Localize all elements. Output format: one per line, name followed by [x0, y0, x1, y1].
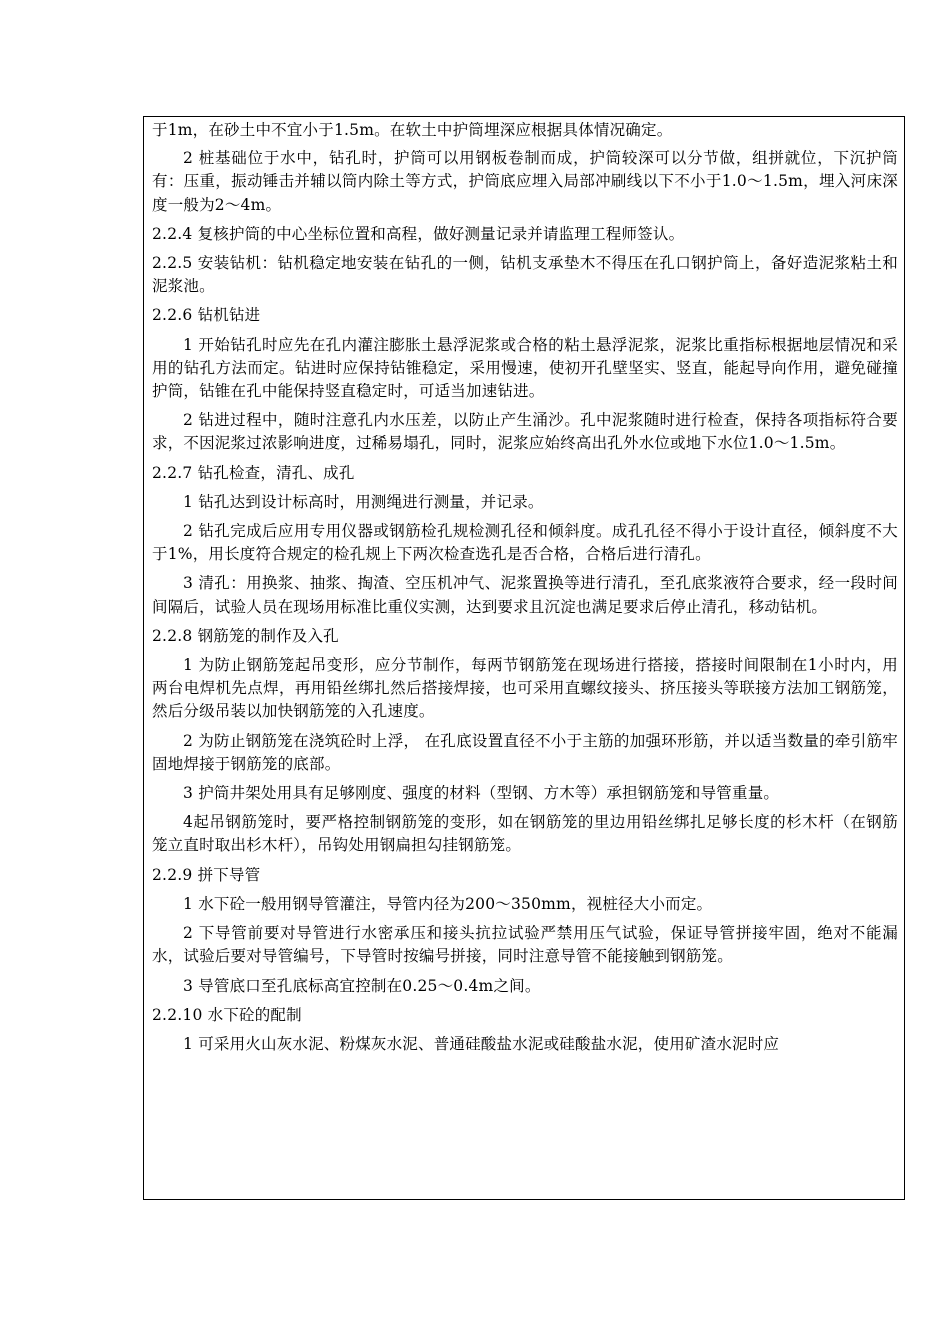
section-paragraph: 2.2.5 安装钻机：钻机稳定地安装在钻孔的一侧，钻机支承垫木不得压在孔口钢护筒上，备好造泥浆粘土和泥浆池。 — [152, 254, 898, 296]
section-paragraph: 2.2.10 水下砼的配制 — [152, 1005, 302, 1024]
item-paragraph: 1 为防止钢筋笼起吊变形，应分节制作，每两节钢筋笼在现场进行搭接，搭接时间限制在1小时内，用两台电焊机先点焊，再用铅丝绑扎然后搭接焊接，也可采用直螺纹接头、挤压接头等联接方法加工钢筋笼，然后分级吊装以加快钢筋笼的入孔速度。 — [152, 656, 898, 721]
item-paragraph: 1 开始钻孔时应先在孔内灌注膨胀土悬浮泥浆或合格的粘土悬浮泥浆，泥浆比重指标根据地层情况和采用的钻孔方法而定。钻进时应保持钻锥稳定，采用慢速，使初开孔壁坚实、竖直，能起导向作用，避免碰撞护筒，钻锥在孔中能保持竖直稳定时，可适当加速钻进。 — [152, 335, 898, 401]
item-paragraph: 3 护筒井架处用具有足够刚度、强度的材料（型钢、方木等）承担钢筋笼和导管重量。 — [183, 784, 780, 803]
item-paragraph: 2 桩基础位于水中，钻孔时，护筒可以用钢板卷制而成，护筒较深可以分节做，组拼就位，下沉护筒有：压重，振动锤击并辅以筒内除土等方式，护筒底应埋入局部冲刷线以下不小于1.0～1.5m，埋入河床深度一般为2～4m。 — [152, 149, 898, 214]
item-paragraph: 2 下导管前要对导管进行水密承压和接头抗拉试验严禁用压气试验，保证导管拼接牢固，绝对不能漏水，试验后要对导管编号，下导管时按编号拼接，同时注意导管不能接触到钢筋笼。 — [152, 924, 898, 966]
section-paragraph: 2.2.8 钢筋笼的制作及入孔 — [152, 626, 339, 645]
item-paragraph: 2 钻孔完成后应用专用仪器或钢筋检孔规检测孔径和倾斜度。成孔孔径不得小于设计直径，倾斜度不大于1%，用长度符合规定的检孔规上下两次检查选孔是否合格，合格后进行清孔。 — [152, 522, 898, 564]
item-paragraph: 1 可采用火山灰水泥、粉煤灰水泥、普通硅酸盐水泥或硅酸盐水泥，使用矿渣水泥时应 — [183, 1034, 780, 1053]
item-paragraph: 1 钻孔达到设计标高时，用测绳进行测量，并记录。 — [183, 492, 544, 511]
item-paragraph: 3 清孔：用换浆、抽浆、掏渣、空压机冲气、泥浆置换等进行清孔，至孔底浆液符合要求，经一段时间间隔后，试验人员在现场用标准比重仪实测，达到要求且沉淀也满足要求后停止清孔，移动钻机。 — [152, 574, 898, 616]
section-paragraph: 2.2.6 钻机钻进 — [152, 306, 261, 325]
document-body — [152, 119, 898, 1062]
item-paragraph: 3 导管底口至孔底标高宜控制在0.25～0.4m之间。 — [183, 976, 541, 995]
section-paragraph: 2.2.4 复核护筒的中心坐标位置和高程，做好测量记录并请监理工程师签认。 — [152, 224, 685, 243]
item-paragraph: 2 钻进过程中，随时注意孔内水压差，以防止产生涌沙。孔中泥浆随时进行检查，保持各项指标符合要求，不因泥浆过浓影响进度，过稀易塌孔，同时，泥浆应始终高出孔外水位或地下水位1.0～1.5m。 — [152, 411, 898, 453]
item-paragraph: 4起吊钢筋笼时，要严格控制钢筋笼的变形，如在钢筋笼的里边用铅丝绑扎足够长度的杉木杆（在钢筋笼立直时取出杉木杆），吊钩处用钢扁担勾挂钢筋笼。 — [152, 813, 898, 855]
text-paragraph: 于1m，在砂土中不宜小于1.5m。在软土中护筒埋深应根据具体情况确定。 — [152, 121, 673, 139]
item-paragraph: 1 水下砼一般用钢导管灌注，导管内径为200～350mm，视桩径大小而定。 — [183, 894, 713, 913]
section-paragraph: 2.2.7 钻孔检查，清孔、成孔 — [152, 463, 355, 482]
item-paragraph: 2 为防止钢筋笼在浇筑砼时上浮， 在孔底设置直径不小于主筋的加强环形筋，并以适当数量的牵引筋牢固地焊接于钢筋笼的底部。 — [152, 731, 898, 773]
section-paragraph: 2.2.9 拼下导管 — [152, 865, 261, 884]
content-frame — [143, 116, 905, 1200]
